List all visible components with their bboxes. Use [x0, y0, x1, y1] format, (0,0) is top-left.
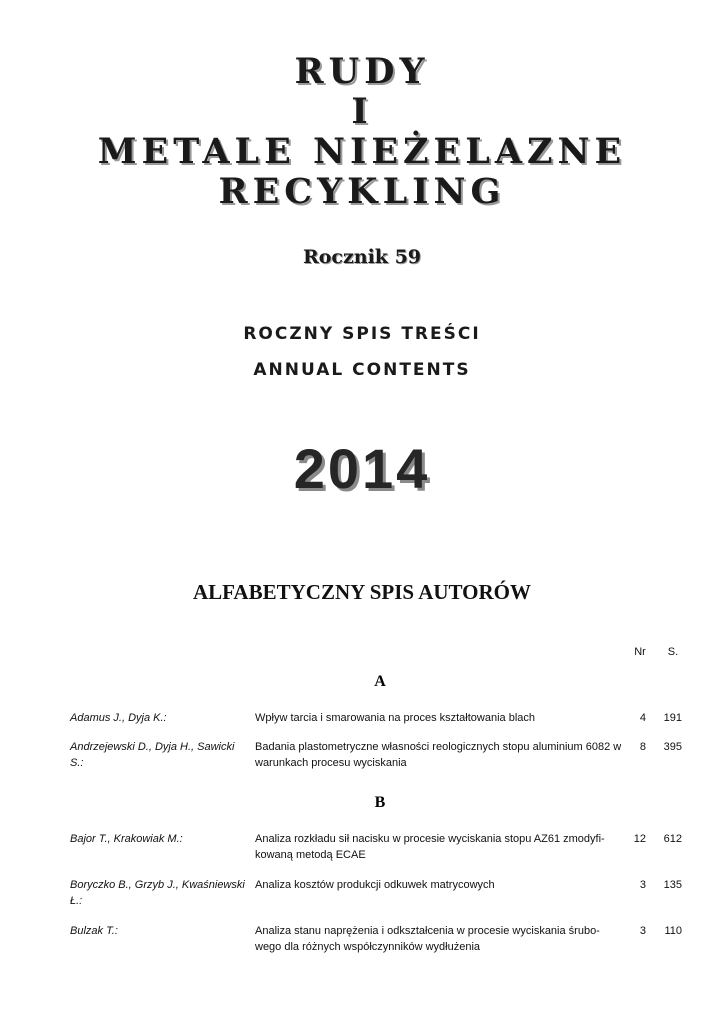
entry-authors: Boryczko B., Grzyb J., Kwaśniewski Ł.:: [70, 879, 245, 907]
entry-page-number: 612: [663, 833, 682, 845]
volume-label: Rocznik 59: [302, 246, 422, 268]
column-header-page: S.: [667, 646, 679, 658]
year-heading: 2014: [293, 437, 431, 500]
entry-authors: Adamus J., Dyja K.:: [70, 712, 167, 724]
entry-title: Analiza rozkładu sił nacisku w procesie wyciskania stopu AZ61 zmodyfi-kowaną metodą ECAE: [255, 833, 605, 861]
entry-page-number: 135: [663, 879, 682, 891]
column-header-nr: Nr: [634, 646, 646, 658]
contents-heading-polish: ROCZNY SPIS TREŚCI: [243, 324, 481, 344]
journal-title-line: RUDY: [294, 51, 430, 92]
entry-title: Analiza stanu naprężenia i odkształcenia w procesie wyciskania śrubo-wego dla różnych współczynników wydłużenia: [255, 925, 600, 953]
entry-page-number: 110: [664, 925, 682, 937]
entry-issue-number: 12: [633, 833, 646, 845]
journal-title-line: I: [351, 91, 373, 132]
entry-issue-number: 3: [639, 879, 646, 891]
entry-authors: Bajor T., Krakowiak M.:: [70, 833, 183, 845]
contents-heading-english: ANNUAL CONTENTS: [253, 360, 471, 380]
entry-authors: Bulzak T.:: [70, 925, 118, 937]
entry-issue-number: 4: [639, 712, 646, 724]
journal-title: [0, 52, 724, 212]
entry-page-number: 191: [663, 712, 682, 724]
index-entry: [70, 877, 690, 917]
entry-page-number: 395: [663, 741, 682, 753]
entry-title: Wpływ tarcia i smarowania na proces kształtowania blach: [255, 712, 536, 724]
entry-authors: Andrzejewski D., Dyja H., Sawicki S.:: [70, 741, 235, 769]
index-entry: [70, 831, 690, 871]
journal-title-line: METALE NIEŻELAZNE: [97, 131, 627, 172]
index-entry: [70, 739, 690, 779]
index-entry: [70, 923, 690, 963]
entry-issue-number: 8: [639, 741, 646, 753]
entry-title: Analiza kosztów produkcji odkuwek matrycowych: [255, 879, 495, 891]
section-letter: A: [374, 673, 386, 690]
journal-title-line: RECYKLING: [218, 171, 506, 212]
entry-issue-number: 3: [639, 925, 646, 937]
author-index-title: ALFABETYCZNY SPIS AUTORÓW: [192, 580, 531, 604]
section-letter: B: [374, 794, 386, 811]
entry-title: Badania plastometryczne własności reologicznych stopu aluminium 6082 w warunkach procesu wyciskania: [255, 741, 622, 769]
